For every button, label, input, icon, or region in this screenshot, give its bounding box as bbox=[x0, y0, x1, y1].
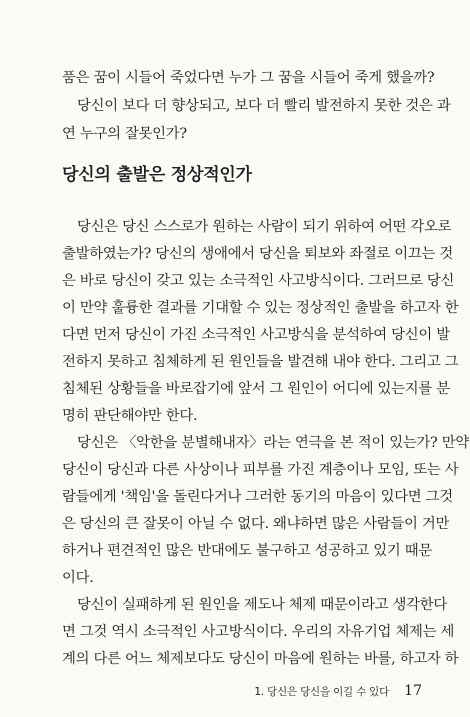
page-footer bbox=[0, 680, 422, 699]
running-title: 1. 당신은 당신을 이길 수 있다 bbox=[254, 686, 390, 698]
body-line: 계의 다른 어느 체제보다도 당신이 마음에 원하는 바를, 하고자 하 bbox=[62, 651, 459, 667]
body-line: 면 그것 역시 소극적인 사고방식이다. 우리의 자유기업 체제는 세 bbox=[62, 624, 455, 640]
body-line: 당신이 실패하게 된 원인을 제도나 체제 때문이라고 생각한다 bbox=[77, 597, 447, 613]
body-line: 당신이 당신과 다른 사상이나 피부를 가진 계층이나 모임, 또는 사 bbox=[62, 462, 459, 478]
body-line: 은 바로 당신이 갖고 있는 소극적인 사고방식이다. 그러므로 당신 bbox=[62, 273, 455, 289]
body-line: 침체된 상황들을 바로잡기에 앞서 그 원인이 어디에 있는지를 분 bbox=[62, 381, 450, 397]
body-line: 다면 먼저 당신이 가진 소극적인 사고방식을 분석하여 당신이 발 bbox=[62, 327, 450, 343]
body-line: 은 당신의 큰 잘못이 아닐 수 없다. 왜냐하면 많은 사람들이 거만 bbox=[62, 516, 450, 532]
body-line: 당신은 〈악한을 분별해내자〉라는 연극을 본 적이 있는가? 만약 bbox=[77, 435, 469, 451]
body-line: 이 만약 훌륭한 결과를 기대할 수 있는 정상적인 출발을 하고자 한 bbox=[62, 300, 459, 316]
continuation-line: 연 누구의 잘못인가? bbox=[62, 126, 187, 142]
body-line: 이다. bbox=[62, 570, 94, 586]
body-line: 전하지 못하고 침체하게 된 원인들을 발견해 내야 한다. 그리고 그 bbox=[62, 354, 459, 370]
page-number: 17 bbox=[404, 683, 422, 699]
body-line: 람들에게 '책임'을 돌린다거나 그러한 동기의 마음이 있다면 그것 bbox=[62, 489, 453, 505]
continuation-line: 품은 꿈이 시들어 죽었다면 누가 그 꿈을 시들어 죽게 했을까? bbox=[62, 70, 435, 86]
body-line: 하거나 편견적인 많은 반대에도 불구하고 성공하고 있기 때문 bbox=[62, 543, 432, 559]
body-line: 명히 판단해야만 한다. bbox=[62, 408, 198, 424]
body-line: 출발하였는가? 당신의 생애에서 당신을 퇴보와 좌절로 이끄는 것 bbox=[62, 246, 453, 262]
body-line: 당신은 당신 스스로가 원하는 사람이 되기 위하여 어떤 각오로 bbox=[77, 219, 452, 235]
continuation-line: 당신이 보다 더 향상되고, 보다 더 빨리 발전하지 못한 것은 과 bbox=[77, 98, 451, 114]
section-heading: 당신의 출발은 정상적인가 bbox=[62, 165, 252, 185]
